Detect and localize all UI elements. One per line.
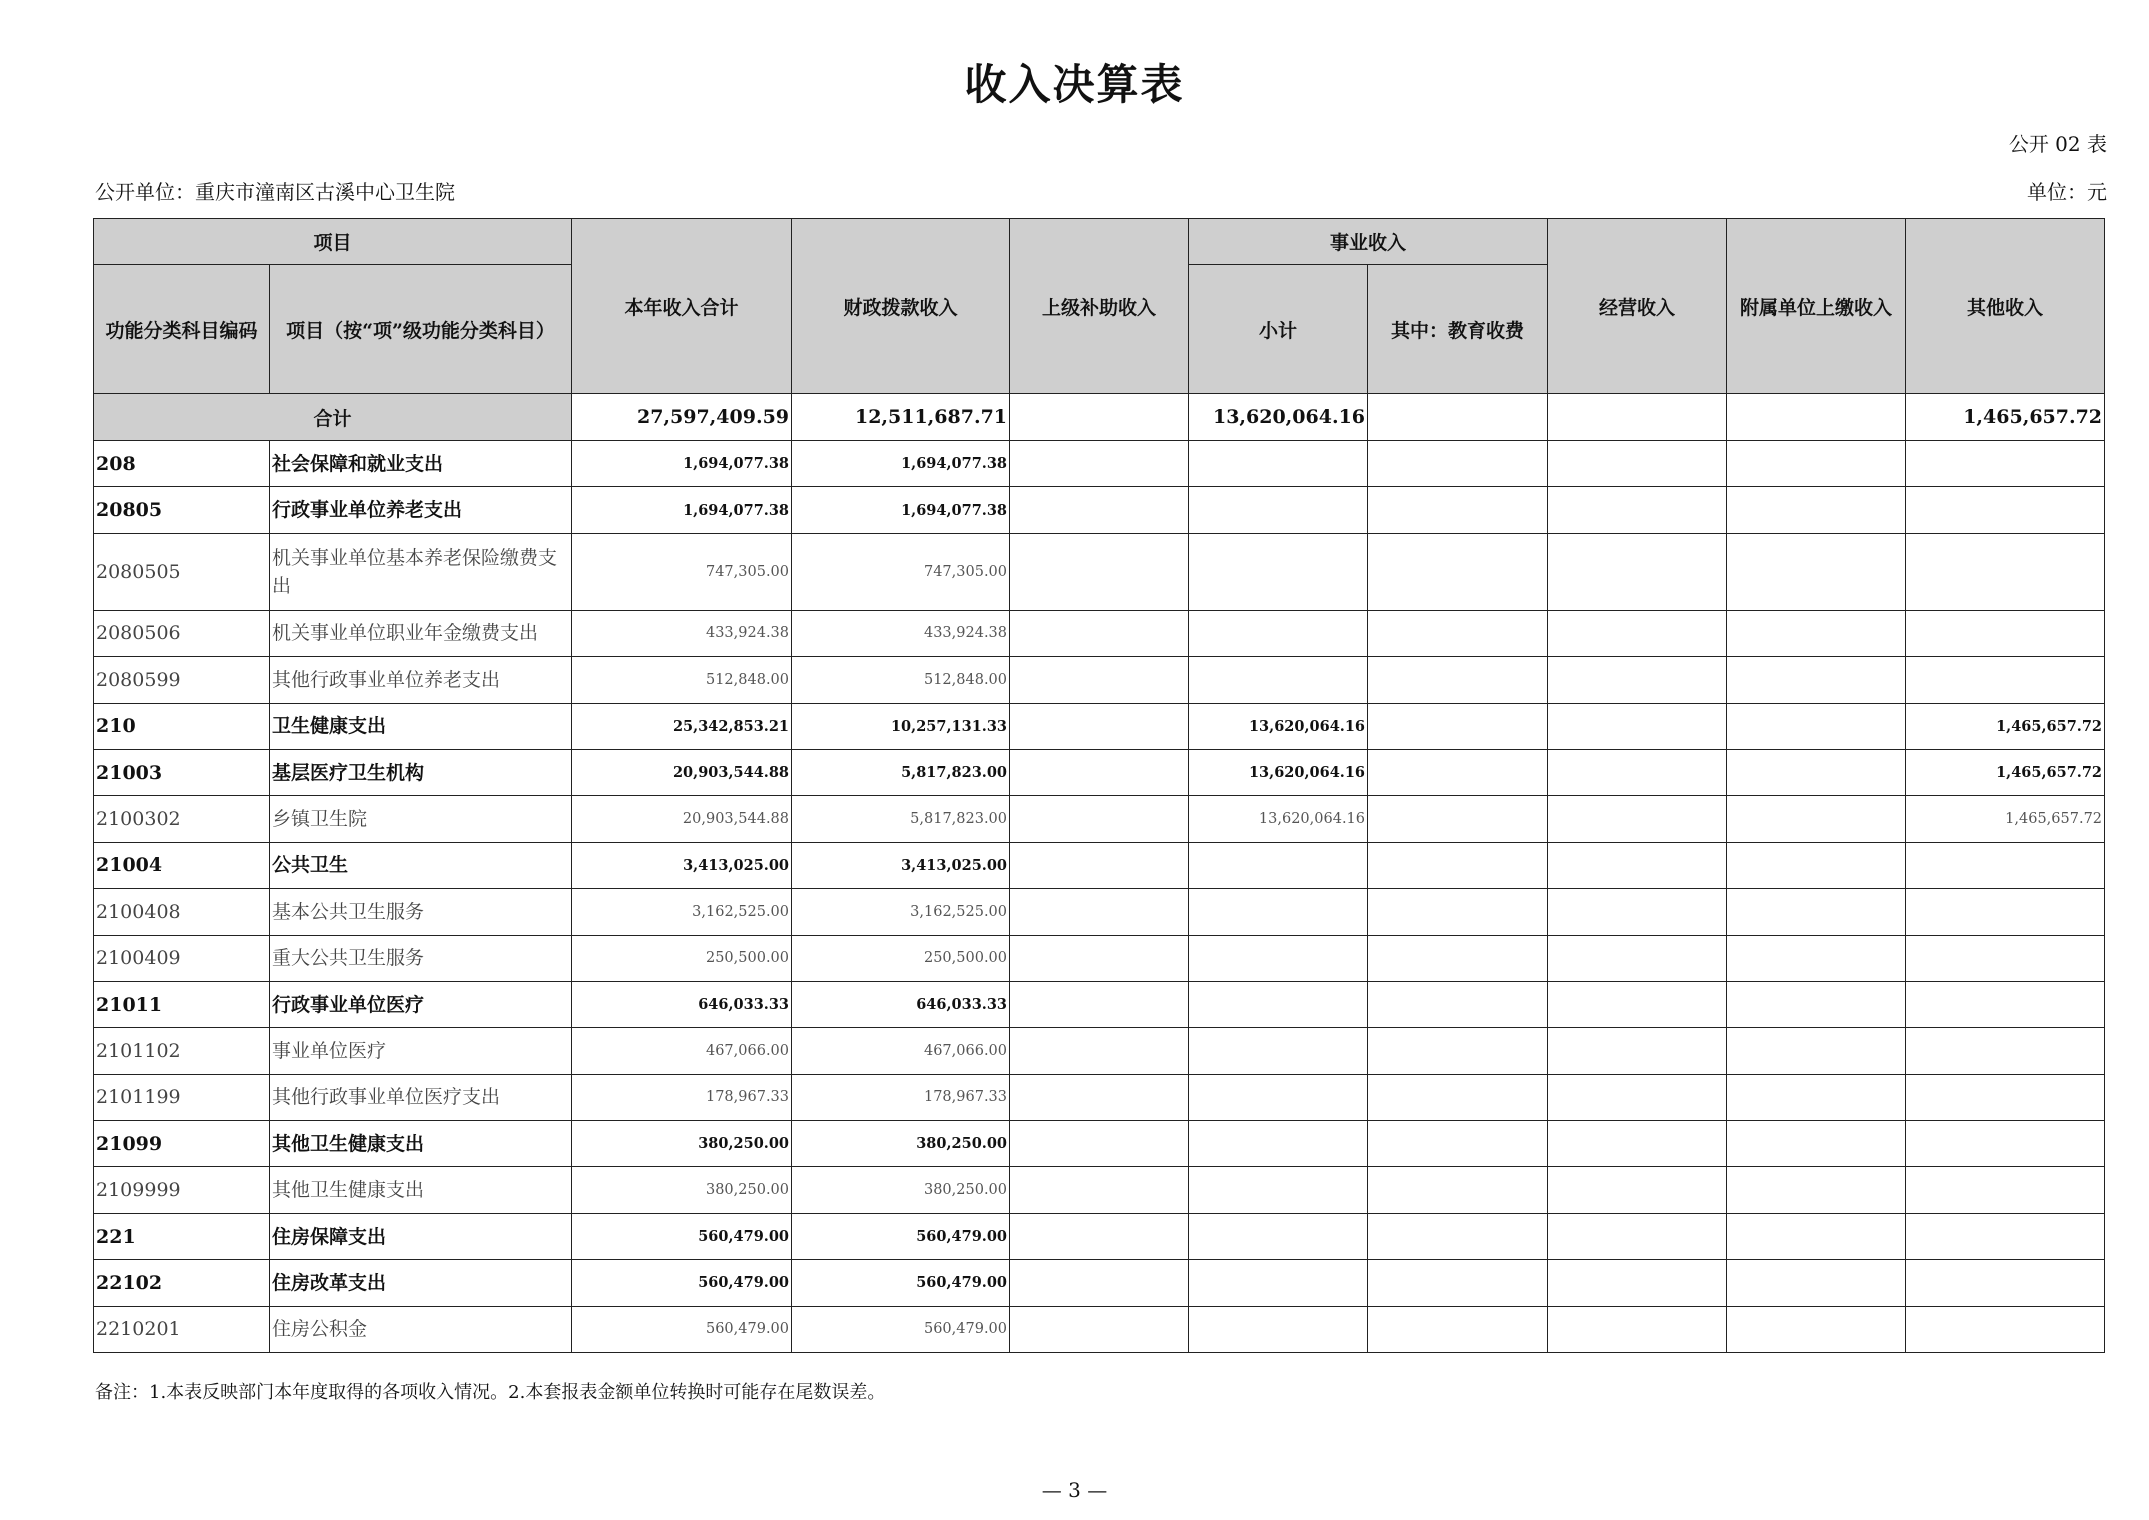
row-name: 乡镇卫生院 — [270, 796, 572, 842]
row-cell-superior — [1010, 1306, 1189, 1352]
table-row — [94, 749, 2105, 795]
table-row — [94, 1074, 2105, 1120]
row-cell-total: 1,694,077.38 — [572, 487, 792, 533]
row-cell-subtotal — [1189, 1213, 1368, 1259]
row-cell-total: 560,479.00 — [572, 1260, 792, 1306]
row-cell-affiliated — [1727, 657, 1906, 703]
row-cell-operating — [1548, 1306, 1727, 1352]
row-cell-superior — [1010, 1028, 1189, 1074]
row-cell-affiliated — [1727, 703, 1906, 749]
row-cell-fiscal: 3,162,525.00 — [792, 889, 1010, 935]
row-name: 行政事业单位医疗 — [270, 981, 572, 1027]
row-cell-education — [1368, 533, 1548, 610]
row-cell-superior — [1010, 889, 1189, 935]
row-cell-fiscal: 646,033.33 — [792, 981, 1010, 1027]
table-row — [94, 1028, 2105, 1074]
row-code: 2080506 — [94, 610, 270, 656]
header-code: 功能分类科目编码 — [94, 265, 270, 394]
table-row — [94, 610, 2105, 656]
row-cell-affiliated — [1727, 1260, 1906, 1306]
row-code: 2100408 — [94, 889, 270, 935]
row-cell-affiliated — [1727, 749, 1906, 795]
row-cell-fiscal: 1,694,077.38 — [792, 487, 1010, 533]
row-cell-operating — [1548, 1167, 1727, 1213]
row-cell-total: 25,342,853.21 — [572, 703, 792, 749]
row-code: 210 — [94, 703, 270, 749]
row-cell-subtotal — [1189, 981, 1368, 1027]
table-row — [94, 441, 2105, 487]
row-cell-fiscal: 560,479.00 — [792, 1306, 1010, 1352]
row-cell-operating — [1548, 441, 1727, 487]
row-cell-fiscal: 380,250.00 — [792, 1121, 1010, 1167]
row-cell-other — [1906, 1260, 2105, 1306]
row-code: 2109999 — [94, 1167, 270, 1213]
header-other: 其他收入 — [1906, 219, 2105, 394]
row-cell-other — [1906, 889, 2105, 935]
row-cell-superior — [1010, 703, 1189, 749]
table-row — [94, 1167, 2105, 1213]
row-cell-education — [1368, 1028, 1548, 1074]
row-name: 卫生健康支出 — [270, 703, 572, 749]
row-code: 21099 — [94, 1121, 270, 1167]
row-cell-education — [1368, 842, 1548, 888]
row-name: 住房公积金 — [270, 1306, 572, 1352]
total-cell-other: 1,465,657.72 — [1906, 394, 2105, 441]
row-name: 公共卫生 — [270, 842, 572, 888]
row-cell-education — [1368, 749, 1548, 795]
row-name: 基本公共卫生服务 — [270, 889, 572, 935]
row-cell-education — [1368, 657, 1548, 703]
header-fiscal: 财政拨款收入 — [792, 219, 1010, 394]
header-superior: 上级补助收入 — [1010, 219, 1189, 394]
row-code: 20805 — [94, 487, 270, 533]
row-cell-total: 433,924.38 — [572, 610, 792, 656]
row-cell-total: 250,500.00 — [572, 935, 792, 981]
row-cell-affiliated — [1727, 441, 1906, 487]
row-cell-education — [1368, 981, 1548, 1027]
row-name: 其他行政事业单位医疗支出 — [270, 1074, 572, 1120]
row-cell-total: 560,479.00 — [572, 1213, 792, 1259]
row-cell-fiscal: 1,694,077.38 — [792, 441, 1010, 487]
row-cell-total: 646,033.33 — [572, 981, 792, 1027]
total-cell-education — [1368, 394, 1548, 441]
table-row — [94, 657, 2105, 703]
row-cell-superior — [1010, 657, 1189, 703]
table-row — [94, 533, 2105, 610]
row-cell-affiliated — [1727, 842, 1906, 888]
row-cell-education — [1368, 1121, 1548, 1167]
row-cell-fiscal: 10,257,131.33 — [792, 703, 1010, 749]
header-total: 本年收入合计 — [572, 219, 792, 394]
row-cell-fiscal: 380,250.00 — [792, 1167, 1010, 1213]
row-cell-superior — [1010, 441, 1189, 487]
currency-unit: 单位：元 — [2027, 180, 2107, 204]
table-row — [94, 935, 2105, 981]
row-cell-education — [1368, 1167, 1548, 1213]
row-cell-fiscal: 5,817,823.00 — [792, 749, 1010, 795]
row-code: 2100302 — [94, 796, 270, 842]
total-cell-superior — [1010, 394, 1189, 441]
footnote: 备注：1.本表反映部门本年度取得的各项收入情况。2.本套报表金额单位转换时可能存在尾数误差。 — [95, 1382, 886, 1403]
row-code: 221 — [94, 1213, 270, 1259]
row-cell-operating — [1548, 610, 1727, 656]
header-subtotal: 小计 — [1189, 265, 1368, 394]
row-name: 重大公共卫生服务 — [270, 935, 572, 981]
row-cell-operating — [1548, 1260, 1727, 1306]
row-cell-other: 1,465,657.72 — [1906, 796, 2105, 842]
row-cell-subtotal — [1189, 657, 1368, 703]
row-cell-operating — [1548, 1074, 1727, 1120]
row-cell-fiscal: 250,500.00 — [792, 935, 1010, 981]
row-cell-affiliated — [1727, 935, 1906, 981]
row-cell-operating — [1548, 935, 1727, 981]
row-cell-fiscal: 3,413,025.00 — [792, 842, 1010, 888]
total-cell-fiscal: 12,511,687.71 — [792, 394, 1010, 441]
row-cell-superior — [1010, 1074, 1189, 1120]
row-cell-operating — [1548, 487, 1727, 533]
row-cell-operating — [1548, 981, 1727, 1027]
row-code: 21004 — [94, 842, 270, 888]
row-cell-total: 380,250.00 — [572, 1121, 792, 1167]
row-code: 2101102 — [94, 1028, 270, 1074]
row-cell-fiscal: 560,479.00 — [792, 1260, 1010, 1306]
row-cell-operating — [1548, 657, 1727, 703]
row-name: 社会保障和就业支出 — [270, 441, 572, 487]
row-cell-total: 380,250.00 — [572, 1167, 792, 1213]
row-cell-other — [1906, 1167, 2105, 1213]
row-cell-subtotal — [1189, 610, 1368, 656]
row-cell-total: 178,967.33 — [572, 1074, 792, 1120]
form-code: 公开 02 表 — [2008, 132, 2107, 156]
table-row — [94, 1213, 2105, 1259]
row-cell-other — [1906, 1213, 2105, 1259]
row-code: 22102 — [94, 1260, 270, 1306]
row-cell-education — [1368, 703, 1548, 749]
row-code: 21003 — [94, 749, 270, 795]
table-row — [94, 703, 2105, 749]
row-code: 208 — [94, 441, 270, 487]
row-cell-education — [1368, 935, 1548, 981]
row-cell-affiliated — [1727, 533, 1906, 610]
row-name: 机关事业单位基本养老保险缴费支出 — [270, 533, 572, 610]
row-cell-operating — [1548, 889, 1727, 935]
row-cell-total: 512,848.00 — [572, 657, 792, 703]
row-cell-education — [1368, 610, 1548, 656]
row-cell-total: 1,694,077.38 — [572, 441, 792, 487]
row-cell-affiliated — [1727, 981, 1906, 1027]
row-cell-other — [1906, 610, 2105, 656]
row-cell-affiliated — [1727, 610, 1906, 656]
row-cell-superior — [1010, 796, 1189, 842]
total-cell-affiliated — [1727, 394, 1906, 441]
row-cell-superior — [1010, 1121, 1189, 1167]
row-cell-other — [1906, 1121, 2105, 1167]
row-cell-subtotal — [1189, 1074, 1368, 1120]
row-cell-other: 1,465,657.72 — [1906, 749, 2105, 795]
row-cell-other — [1906, 1028, 2105, 1074]
row-cell-other — [1906, 487, 2105, 533]
row-name: 机关事业单位职业年金缴费支出 — [270, 610, 572, 656]
row-cell-fiscal: 467,066.00 — [792, 1028, 1010, 1074]
row-cell-affiliated — [1727, 1167, 1906, 1213]
income-table — [93, 218, 2105, 1353]
row-cell-operating — [1548, 533, 1727, 610]
row-cell-affiliated — [1727, 487, 1906, 533]
row-cell-other — [1906, 1074, 2105, 1120]
row-cell-affiliated — [1727, 1306, 1906, 1352]
row-cell-total: 560,479.00 — [572, 1306, 792, 1352]
row-cell-education — [1368, 1306, 1548, 1352]
row-name: 其他行政事业单位养老支出 — [270, 657, 572, 703]
row-cell-operating — [1548, 1121, 1727, 1167]
table-row — [94, 1260, 2105, 1306]
row-cell-fiscal: 178,967.33 — [792, 1074, 1010, 1120]
row-name: 其他卫生健康支出 — [270, 1121, 572, 1167]
total-cell-operating — [1548, 394, 1727, 441]
row-cell-total: 747,305.00 — [572, 533, 792, 610]
row-cell-subtotal — [1189, 935, 1368, 981]
row-cell-subtotal: 13,620,064.16 — [1189, 703, 1368, 749]
row-code: 2080599 — [94, 657, 270, 703]
row-cell-subtotal — [1189, 533, 1368, 610]
row-cell-education — [1368, 1260, 1548, 1306]
row-cell-education — [1368, 487, 1548, 533]
table-row — [94, 487, 2105, 533]
header-education: 其中：教育收费 — [1368, 265, 1548, 394]
table-row — [94, 981, 2105, 1027]
row-cell-subtotal: 13,620,064.16 — [1189, 749, 1368, 795]
row-cell-affiliated — [1727, 1074, 1906, 1120]
row-cell-subtotal — [1189, 842, 1368, 888]
header-business-group: 事业收入 — [1189, 219, 1548, 265]
row-code: 2080505 — [94, 533, 270, 610]
row-cell-education — [1368, 796, 1548, 842]
row-cell-other — [1906, 657, 2105, 703]
row-cell-superior — [1010, 1260, 1189, 1306]
total-label: 合计 — [94, 394, 572, 441]
row-cell-subtotal — [1189, 1028, 1368, 1074]
row-cell-education — [1368, 889, 1548, 935]
total-cell-subtotal: 13,620,064.16 — [1189, 394, 1368, 441]
row-name: 行政事业单位养老支出 — [270, 487, 572, 533]
row-cell-superior — [1010, 749, 1189, 795]
table-row — [94, 1306, 2105, 1352]
row-cell-superior — [1010, 981, 1189, 1027]
row-name: 住房保障支出 — [270, 1213, 572, 1259]
row-cell-affiliated — [1727, 1028, 1906, 1074]
row-name: 住房改革支出 — [270, 1260, 572, 1306]
row-cell-operating — [1548, 1028, 1727, 1074]
row-cell-subtotal — [1189, 1306, 1368, 1352]
row-cell-fiscal: 5,817,823.00 — [792, 796, 1010, 842]
row-cell-operating — [1548, 842, 1727, 888]
row-cell-superior — [1010, 842, 1189, 888]
header-affiliated: 附属单位上缴收入 — [1727, 219, 1906, 394]
row-cell-other — [1906, 935, 2105, 981]
row-cell-other — [1906, 533, 2105, 610]
row-cell-affiliated — [1727, 1121, 1906, 1167]
row-code: 2210201 — [94, 1306, 270, 1352]
row-cell-subtotal — [1189, 889, 1368, 935]
row-cell-operating — [1548, 749, 1727, 795]
row-cell-other — [1906, 1306, 2105, 1352]
row-cell-fiscal: 560,479.00 — [792, 1213, 1010, 1259]
header-operating: 经营收入 — [1548, 219, 1727, 394]
row-cell-operating — [1548, 796, 1727, 842]
row-cell-subtotal — [1189, 1121, 1368, 1167]
row-cell-affiliated — [1727, 889, 1906, 935]
row-cell-education — [1368, 1074, 1548, 1120]
row-cell-total: 3,162,525.00 — [572, 889, 792, 935]
table-row — [94, 796, 2105, 842]
total-cell-total: 27,597,409.59 — [572, 394, 792, 441]
row-cell-superior — [1010, 610, 1189, 656]
row-cell-education — [1368, 1213, 1548, 1259]
row-cell-superior — [1010, 935, 1189, 981]
row-cell-operating — [1548, 703, 1727, 749]
header-name: 项目（按“项”级功能分类科目） — [270, 265, 572, 394]
row-cell-affiliated — [1727, 796, 1906, 842]
row-cell-other: 1,465,657.72 — [1906, 703, 2105, 749]
row-cell-operating — [1548, 1213, 1727, 1259]
page-number: — 3 — — [1041, 1478, 1108, 1502]
row-cell-subtotal: 13,620,064.16 — [1189, 796, 1368, 842]
row-cell-fiscal: 433,924.38 — [792, 610, 1010, 656]
table-row — [94, 889, 2105, 935]
table-row — [94, 842, 2105, 888]
row-name: 事业单位医疗 — [270, 1028, 572, 1074]
row-cell-superior — [1010, 487, 1189, 533]
row-cell-subtotal — [1189, 1260, 1368, 1306]
row-code: 21011 — [94, 981, 270, 1027]
row-name: 基层医疗卫生机构 — [270, 749, 572, 795]
row-cell-other — [1906, 441, 2105, 487]
row-cell-subtotal — [1189, 487, 1368, 533]
row-cell-other — [1906, 842, 2105, 888]
row-cell-other — [1906, 981, 2105, 1027]
row-name: 其他卫生健康支出 — [270, 1167, 572, 1213]
row-cell-education — [1368, 441, 1548, 487]
row-cell-affiliated — [1727, 1213, 1906, 1259]
row-cell-superior — [1010, 1213, 1189, 1259]
row-cell-superior — [1010, 533, 1189, 610]
row-code: 2101199 — [94, 1074, 270, 1120]
row-cell-fiscal: 512,848.00 — [792, 657, 1010, 703]
row-cell-total: 467,066.00 — [572, 1028, 792, 1074]
page-title: 收入决算表 — [964, 60, 1185, 109]
row-cell-subtotal — [1189, 441, 1368, 487]
reporting-unit: 公开单位：重庆市潼南区古溪中心卫生院 — [95, 180, 455, 204]
table-row — [94, 1121, 2105, 1167]
row-code: 2100409 — [94, 935, 270, 981]
row-cell-total: 20,903,544.88 — [572, 796, 792, 842]
total-row — [94, 394, 2105, 441]
row-cell-superior — [1010, 1167, 1189, 1213]
row-cell-total: 20,903,544.88 — [572, 749, 792, 795]
row-cell-total: 3,413,025.00 — [572, 842, 792, 888]
header-project: 项目 — [94, 219, 572, 265]
row-cell-fiscal: 747,305.00 — [792, 533, 1010, 610]
row-cell-subtotal — [1189, 1167, 1368, 1213]
